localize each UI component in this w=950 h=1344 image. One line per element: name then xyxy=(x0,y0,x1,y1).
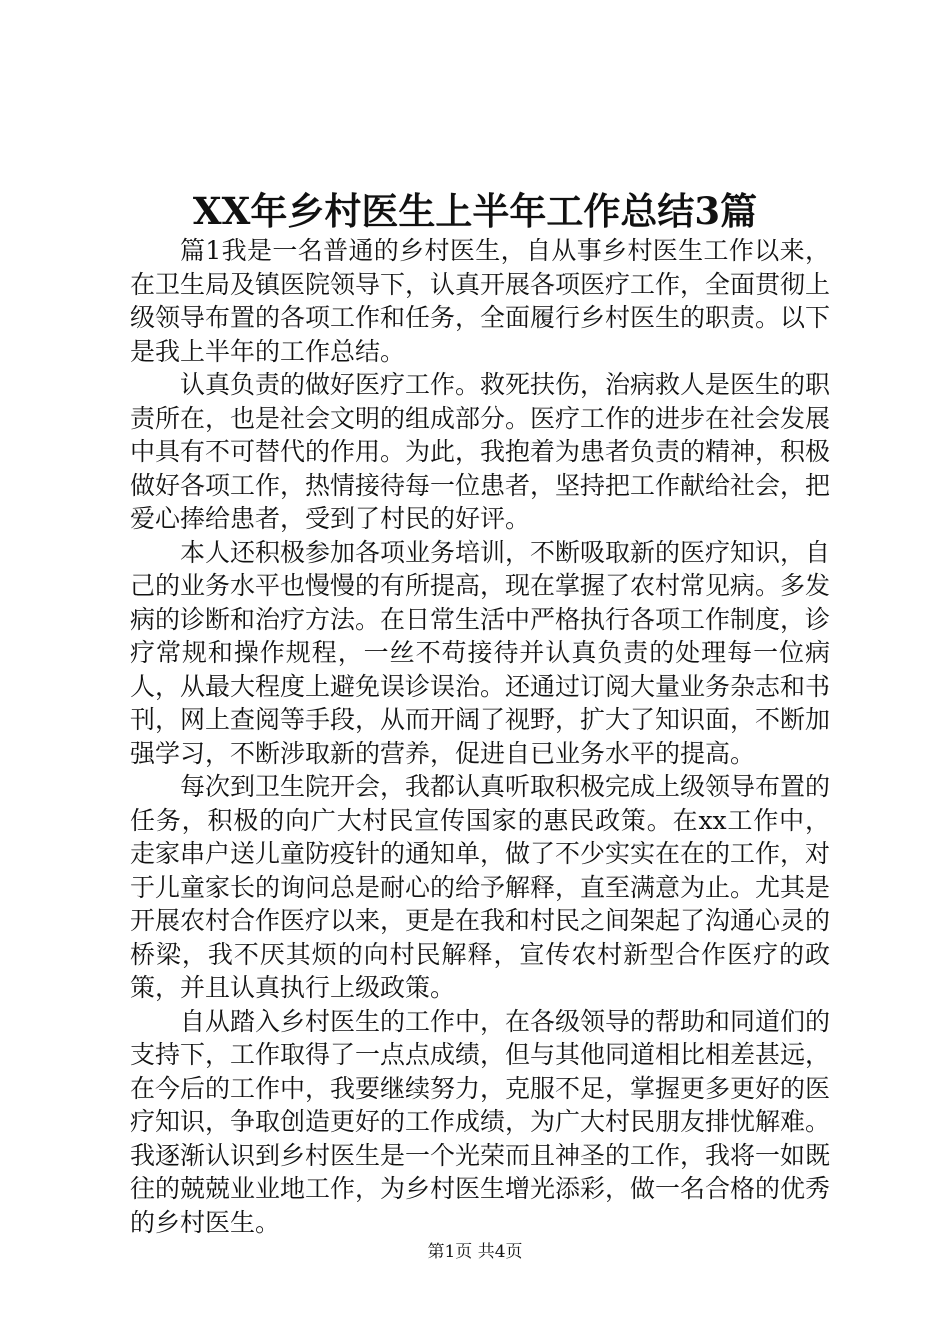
paragraph-1: 篇1我是一名普通的乡村医生，自从事乡村医生工作以来，在卫生局及镇医院领导下，认真开展各项医疗工作，全面贯彻上级领导布置的各项工作和任务，全面履行乡村医生的职责。以下是我上半年的工作总结。 xyxy=(130,236,831,366)
page-footer: 第1页 共4页 xyxy=(427,1242,523,1262)
paragraph-2: 认真负责的做好医疗工作。救死扶伤，治病救人是医生的职责所在，也是社会文明的组成部分。医疗工作的进步在社会发展中具有不可替代的作用。为此，我抱着为患者负责的精神，积极做好各项工作，热情接待每一位患者，坚持把工作献给社会，把爱心捧给患者，受到了村民的好评。 xyxy=(130,370,831,533)
paragraph-5: 自从踏入乡村医生的工作中，在各级领导的帮助和同道们的支持下，工作取得了一点点成绩，但与其他同道相比相差甚远，在今后的工作中，我要继续努力，克服不足，掌握更多更好的医疗知识，争取创造更好的工作成绩，为广大村民朋友排忧解难。我逐渐认识到乡村医生是一个光荣而且神圣的工作，我将一如既往的兢兢业业地工作，为乡村医生增光添彩，做一名合格的优秀的乡村医生。 xyxy=(130,1006,831,1237)
paragraph-4: 每次到卫生院开会，我都认真听取积极完成上级领导布置的任务，积极的向广大村民宣传国家的惠民政策。在xx工作中，走家串户送儿童防疫针的通知单，做了不少实实在在的工作，对于儿童家长的询问总是耐心的给予解释，直至满意为止。尤其是开展农村合作医疗以来，更是在我和村民之间架起了沟通心灵的桥梁，我不厌其烦的向村民解释，宣传农村新型合作医疗的政策，并且认真执行上级政策。 xyxy=(130,772,831,1002)
paragraph-3: 本人还积极参加各项业务培训，不断吸取新的医疗知识，自己的业务水平也慢慢的有所提高，现在掌握了农村常见病。多发病的诊断和治疗方法。在日常生活中严格执行各项工作制度，诊疗常规和操作规程，一丝不苟接待并认真负责的处理每一位病人，从最大程度上避免误诊误治。还通过订阅大量业务杂志和书刊，网上查阅等手段，从而开阔了视野，扩大了知识面，不断加强学习，不断涉取新的营养，促进自已业务水平的提高。 xyxy=(130,537,831,768)
document-title: XX年乡村医生上半年工作总结3篇 xyxy=(192,189,758,233)
document-body xyxy=(130,234,830,1239)
